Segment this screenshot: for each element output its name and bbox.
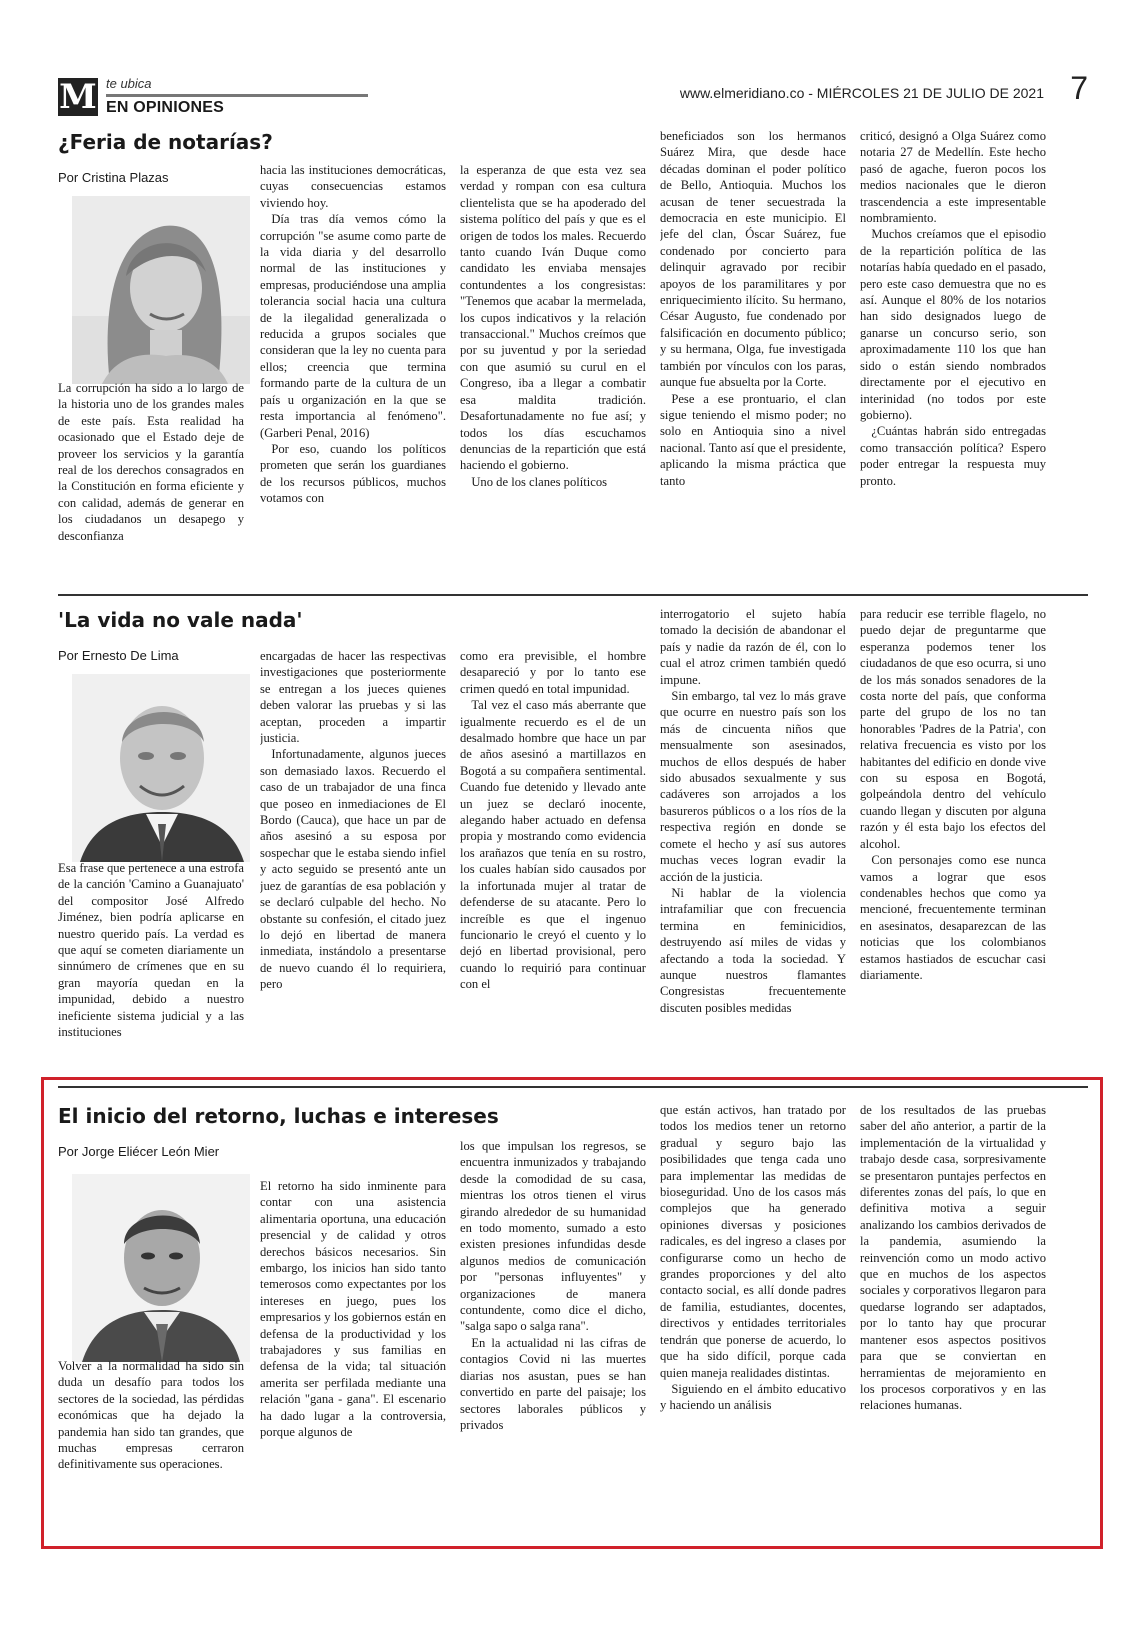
tagline: te ubica [106, 76, 152, 91]
paragraph: El retorno ha sido inminente para contar con una asistencia alimentaria oportuna, una educación presencial y de calidad y otros derechos básicos necesarios. Sin embargo, los inicios han sido tanto temerosos como expectantes por los intereses en juego, pues los empresarios y los gobiernos están en defensa de la productividad y los trabajadores y sus familias en defensa de la vida; tal situación amerita ser perfilada mediante una relación "gana - gana". El escenario ha dado lugar a la controversia, porque algunos de [260, 1179, 446, 1440]
paragraph: beneficiados son los hermanos Suárez Mira, que desde hace décadas dominan el poder político de Bello, Antioquia. Muchos los acusan de tener secuestrada la democracia en este municipio. El jefe del clan, Óscar Suárez, fue condenado por concierto para delinquir agravado por recibir apoyos de los paramilitares y por enriquecimiento ilícito. Su hermano, César Augusto, fue condenado por falsificación en documento público; y su hermana, Olga, fue investigada también por vínculos con los paras, aunque fue absuelta por la Corte. [660, 129, 846, 390]
paragraph: Sin embargo, tal vez lo más grave que ocurre en nuestro país son los más de cincuenta niños que mensualmente son asesinados, muchos de ellos después de haber sido abusados sexualmente y sus cadáveres son arrojados a los basureros públicos o a los ríos de la respectiva región en donde se comete el hecho y así sus autores muchas veces logran evadir la acción de la justicia. [660, 689, 846, 884]
paragraph: los que impulsan los regresos, se encuentra inmunizados y trabajando desde la comodidad de su casa, mientras los otros tienen el virus girando alrededor de su humanidad en todo momento, sumado a esto existen presiones infundidas desde algunos medios de comunicación por "personas influyentes" y organizaciones de manera contundente, como dice el dicho, "salga sapo o salga rana". [460, 1139, 646, 1334]
article-column-3 [460, 1138, 646, 1540]
paragraph: Uno de los clanes políticos [471, 474, 608, 489]
article-byline: Por Ernesto De Lima [58, 648, 179, 663]
paragraph: hacia las instituciones democráticas, cuyas consecuencias estamos viviendo hoy. [260, 163, 446, 210]
paragraph: encargadas de hacer las respectivas investigaciones que posteriormente se entregan a los jueces quienes deben valorar las pruebas y si las aceptan, proceden a impartir justicia. [260, 649, 446, 746]
section-title: EN OPINIONES [106, 99, 224, 116]
paragraph: En la actualidad ni las cifras de contagios Covid ni las muertes diarias nos asustan, pues se han convertido en parte del paisaje; los sectores laborales públicos y privados [460, 1335, 646, 1432]
article-headline: El inicio del retorno, luchas e intereses [58, 1104, 499, 1128]
paragraph: Pese a ese prontuario, el clan sigue teniendo el mismo poder; no solo en Antioquia sino a nivel nacional. Tanto así que el presidente, aplicando la misma práctica que tanto [660, 391, 846, 488]
page-folio: www.elmeridiano.co - MIÉRCOLES 21 DE JULIO DE 2021 [679, 85, 1044, 101]
article-column-2 [260, 162, 446, 586]
article-column-3 [460, 648, 646, 1074]
paragraph: Ni hablar de la violencia intrafamiliar que con frecuencia termina en feminicidios, destruyendo así miles de vidas y afectando a toda la sociedad. Y aunque nuestros flamantes Congresistas frecuentemente discuten posibles medidas [660, 885, 846, 1015]
paragraph: Volver a la normalidad ha sido sin duda un desafío para todos los sectores de la sociedad, las pérdidas económicas que ha dejado la pandemia han sido tan grandes, que muchas empresas cerraron definitivamente sus operaciones. [58, 1359, 244, 1472]
article-byline: Por Jorge Eliécer León Mier [58, 1144, 220, 1159]
article-column-4 [660, 128, 846, 586]
page-number: 7 [1070, 70, 1088, 106]
article-column-1 [58, 860, 244, 1072]
article-column-4 [660, 606, 846, 1074]
author-photo [72, 196, 250, 384]
article-byline: Por Cristina Plazas [58, 170, 169, 185]
article-column-5 [860, 128, 1046, 586]
paragraph: como era previsible, el hombre desapareció y por lo tanto ese crimen quedó en total impunidad. [460, 649, 646, 696]
tagline-rule [106, 94, 368, 97]
paragraph: ¿Cuántas habrán sido entregadas como transacción política? Espero poder entregar la respuesta muy pronto. [860, 424, 1046, 488]
article-feria-de-notarias [58, 128, 1088, 590]
article-el-inicio-del-retorno [58, 1102, 1088, 1542]
article-column-5 [860, 606, 1046, 1074]
author-photo [72, 1174, 250, 1362]
paragraph: la esperanza de que esta vez sea verdad y rompan con esa cultura clientelista que se ha apoderado del sistema político del país y que es el origen de todos los males. Recuerdo tanto cuando Iván Duque como candidato les enviaba mensajes contundentes a los congresistas: "Tenemos que acabar la mermelada, los cupos indicativos y la relación transaccional." Muchos creímos que por su juventud y por la seriedad con que asumió su curul en el Congreso, iba a llegar a combatir esa maldita tradición. Desafortunadamente no fue así; y todos los días escuchamos denuncias de la repartición que está haciendo el gobierno. [460, 163, 646, 473]
paragraph: de los resultados de las pruebas saber del año anterior, a partir de la implementación de la virtualidad y trabajo desde casa, sorpresivamente se presentaron puntajes perfectos en diferentes zonas del país, lo que en definitiva motiva a seguir analizando los cambios derivados de la pandemia, asumiendo la reinvención como un modo activo que en muchos de los aspectos sociales y corporativos llegaron para quedarse logrando ser adaptados, por lo tanto hay que procurar mantener esos aspectos positivos para que se conviertan en herramientas de mejoramiento en los procesos corporativos y en las relaciones humanas. [860, 1103, 1046, 1413]
author-portrait-woman-icon [72, 196, 250, 384]
paragraph: interrogatorio el sujeto había tomado la decisión de abandonar el país y nadie da razón de él, con lo cual el atroz crimen también quedó impune. [660, 607, 846, 687]
article-column-4 [660, 1102, 846, 1540]
author-photo [72, 674, 250, 862]
article-column-1 [58, 380, 244, 584]
paragraph: Muchos creíamos que el episodio de la repartición política de las notarías había quedado en el pasado, pero este caso demuestra que no es así. Aunque el 80% de los notarios han sido designados luego de ganarse un concurso serio, son aproximadamente 110 los que han sido o están siendo nombrados directamente por el ejecutivo en interinidad (no todos por este gobierno). [860, 227, 1046, 422]
article-divider [58, 594, 1088, 596]
masthead [58, 70, 1088, 122]
article-column-2 [260, 648, 446, 1074]
paragraph: para reducir ese terrible flagelo, no puedo dejar de preguntarme que esperanza podemos tener los ciudadanos de que eso ocurra, si uno de los más sonados senadores de la costa norte del país, que conforma parte del grupo de los no tan honorables 'Padres de la Patria', con relativa frecuencia es visto por los habitantes del edificio en donde vive con su esposa en Bogotá, golpeándola dentro del vehículo cuando llegan y discuten por alguna razón y él esta bajo los efectos del alcohol. [860, 607, 1046, 851]
paragraph: Con personajes como ese nunca vamos a lograr que esos condenables hechos que como ya mencioné, frecuentemente terminan en asesinatos, desaparezcan de las noticias que los colombianos estamos hastiados de escuchar casi diariamente. [860, 853, 1046, 982]
author-portrait-man-icon [72, 674, 250, 862]
article-headline: 'La vida no vale nada' [58, 608, 303, 632]
article-column-5 [860, 1102, 1046, 1540]
article-headline: ¿Feria de notarías? [58, 130, 273, 154]
paragraph: Siguiendo en el ámbito educativo y haciendo un análisis [660, 1381, 846, 1413]
newspaper-logo: M [59, 77, 97, 117]
article-column-1 [58, 1358, 244, 1540]
article-column-2 [260, 1178, 446, 1540]
paragraph: Tal vez el caso más aberrante que igualmente recuerdo es el de un desalmado hombre que hace un par de años asesinó a martillazos en Bogotá a su compañera sentimental. Cuando fue detenido y llevado ante un juez se declaró inocente, alegando haber actuado en defensa propia y mostrando como evidencia los arañazos que tenía en su rostro, los cuales habían sido causados por la infortunada mujer al tratar de defenderse de su atacante. Pero lo increíble es que el ingenuo funcionario le creyó el cuento y lo dejó en libertad provisional, pero cuando lo requirió para continuar con el [460, 698, 646, 992]
paragraph: que están activos, han tratado por todos los medios tener un retorno gradual y seguro bajo las posibilidades que tenga cada uno para implementar las medidas de bioseguridad. Uno de los casos más complejos que ha generado opiniones diversas y posiciones radicales, es del ingreso a clases por configurarse como un hecho de grandes proporciones y del alto contacto social, es allí donde padres de familia, estudiantes, docentes, directivos y entidades territoriales tendrán que ponerse de acuerdo, lo que ha sido difícil, porque cada quien maneja realidades distintas. [660, 1103, 846, 1380]
paragraph: La corrupción ha sido a lo largo de la historia uno de los grandes males de este país. Esta realidad ha ocasionado que el Estado deje de proveer los servicios y la garantía real de los derechos consagrados en la Constitución en forma eficiente y con calidad, además de generar en los ciudadanos un desapego y desconfianza [58, 381, 244, 543]
paragraph: criticó, designó a Olga Suárez como notaria 27 de Medellín. Este hecho pasó de agache, fueron pocos los medios nacionales que le dieron trascendencia a este impresentable nombramiento. [860, 129, 1046, 226]
article-column-3 [460, 162, 646, 586]
article-la-vida-no-vale-nada [58, 606, 1088, 1078]
paragraph: Día tras día vemos cómo la corrupción "se asume como parte de la vida diaria y del desarrollo normal de las instituciones y empresas, produciéndose una amplia tolerancia social hacia una cultura de la ilegalidad generalizada o reducida a grupos sociales que consideran que la ley no cuenta para ellos; creencia que termina formando parte de la cultura de un país u organización en la que se resta importancia al fenómeno". (Garberi Penal, 2016) [260, 212, 446, 440]
paragraph: Por eso, cuando los políticos prometen que serán los guardianes de los recursos públicos, muchos votamos con [260, 441, 446, 506]
paragraph: Infortunadamente, algunos jueces son demasiado laxos. Recuerdo el caso de un trabajador de una finca que poseo en inmediaciones de El Bordo (Cauca), que hace un par de años asesinó a su esposa por sospechar que le estaba siendo infiel y acto seguido se presentó ante un juez de garantías de esa población y se declaró culpable del hecho. No obstante su confesión, el citado juez lo dejó en libertad de manera inmediata, instándolo a presentarse de nuevo cuando él lo requiriera, pero [260, 747, 446, 992]
author-portrait-young-man-icon [72, 1174, 250, 1362]
paragraph: Esa frase que pertenece a una estrofa de la canción 'Camino a Guanajuato' del compositor José Alfredo Jiménez, bien podría aplicarse en nuestro querido país. La verdad es que aquí se cometen diariamente un sinnúmero de crímenes que en su gran mayoría quedan en la impunidad, debido a nuestro ineficiente sistema judicial y a las instituciones [58, 861, 244, 1040]
